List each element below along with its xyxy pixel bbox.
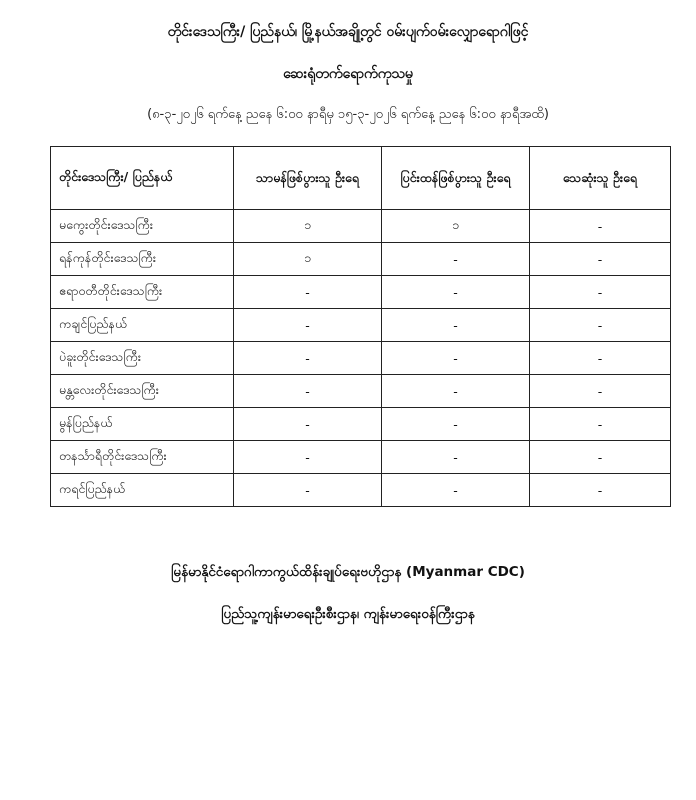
mild-cases-cell: - xyxy=(234,342,382,375)
date-range: (၈-၃-၂၀၂၆ ရက်နေ့ ညနေ ၆:၀၀ နာရီမှ ၁၅-၃-၂၀၂၆ ရက်နေ့ ညနေ ၆:၀၀ နာရီအထိ) xyxy=(147,107,549,122)
header-severe-cases: ပြင်းထန်ဖြစ်ပွားသူ ဦးရေ xyxy=(382,147,530,210)
severe-cases-cell: - xyxy=(382,441,530,474)
mild-cases-cell: - xyxy=(234,474,382,507)
severe-cases-cell: - xyxy=(382,408,530,441)
table-row xyxy=(51,210,671,243)
deaths-cell: - xyxy=(530,210,671,243)
cases-table xyxy=(50,146,671,507)
severe-cases-cell: - xyxy=(382,309,530,342)
region-cell: တနင်္သာရီတိုင်းဒေသကြီး xyxy=(51,441,234,474)
severe-cases-cell: ၁ xyxy=(382,210,530,243)
region-cell: မကွေးတိုင်းဒေသကြီး xyxy=(51,210,234,243)
header-deaths: သေဆုံးသူ ဦးရေ xyxy=(530,147,671,210)
region-cell: ဧရာဝတီတိုင်းဒေသကြီး xyxy=(51,276,234,309)
table-header-row xyxy=(51,147,671,210)
table-row xyxy=(51,375,671,408)
severe-cases-cell: - xyxy=(382,342,530,375)
mild-cases-cell: - xyxy=(234,375,382,408)
table-body xyxy=(51,210,671,507)
table-row xyxy=(51,408,671,441)
deaths-cell: - xyxy=(530,441,671,474)
table-row xyxy=(51,474,671,507)
severe-cases-cell: - xyxy=(382,243,530,276)
region-cell: ပဲခူးတိုင်းဒေသကြီး xyxy=(51,342,234,375)
severe-cases-cell: - xyxy=(382,474,530,507)
mild-cases-cell: - xyxy=(234,441,382,474)
mild-cases-cell: - xyxy=(234,408,382,441)
mild-cases-cell: ၁ xyxy=(234,243,382,276)
region-cell: မွန်ပြည်နယ် xyxy=(51,408,234,441)
table-row xyxy=(51,276,671,309)
deaths-cell: - xyxy=(530,276,671,309)
deaths-cell: - xyxy=(530,474,671,507)
table-row xyxy=(51,441,671,474)
footer-department: ပြည်သူ့ကျန်းမာရေးဦးစီးဌာန၊ ကျန်းမာရေးဝန်ကြီးဌာန xyxy=(221,606,475,622)
deaths-cell: - xyxy=(530,342,671,375)
region-cell: ကရင်ပြည်နယ် xyxy=(51,474,234,507)
region-cell: ကချင်ပြည်နယ် xyxy=(51,309,234,342)
header-mild-cases: သာမန်ဖြစ်ပွားသူ ဦးရေ xyxy=(234,147,382,210)
document-title: တိုင်းဒေသကြီး/ ပြည်နယ်၊ မြို့နယ်အချို့တွင် ဝမ်းပျက်ဝမ်းလျှောရောဂါဖြင့် xyxy=(167,24,529,40)
deaths-cell: - xyxy=(530,408,671,441)
header-region: တိုင်းဒေသကြီး/ ပြည်နယ် xyxy=(51,147,234,210)
severe-cases-cell: - xyxy=(382,375,530,408)
footer-organization: မြန်မာနိုင်ငံရောဂါကာကွယ်ထိန်းချုပ်ရေးဗဟိုဌာန (Myanmar CDC) xyxy=(171,564,525,580)
region-cell: မန္တလေးတိုင်းဒေသကြီး xyxy=(51,375,234,408)
deaths-cell: - xyxy=(530,309,671,342)
deaths-cell: - xyxy=(530,243,671,276)
table-row xyxy=(51,309,671,342)
document-subtitle: ဆေးရုံတက်ရောက်ကုသမှု xyxy=(283,66,413,82)
mild-cases-cell: - xyxy=(234,309,382,342)
mild-cases-cell: ၁ xyxy=(234,210,382,243)
region-cell: ရန်ကုန်တိုင်းဒေသကြီး xyxy=(51,243,234,276)
mild-cases-cell: - xyxy=(234,276,382,309)
severe-cases-cell: - xyxy=(382,276,530,309)
deaths-cell: - xyxy=(530,375,671,408)
table-row xyxy=(51,243,671,276)
table-row xyxy=(51,342,671,375)
